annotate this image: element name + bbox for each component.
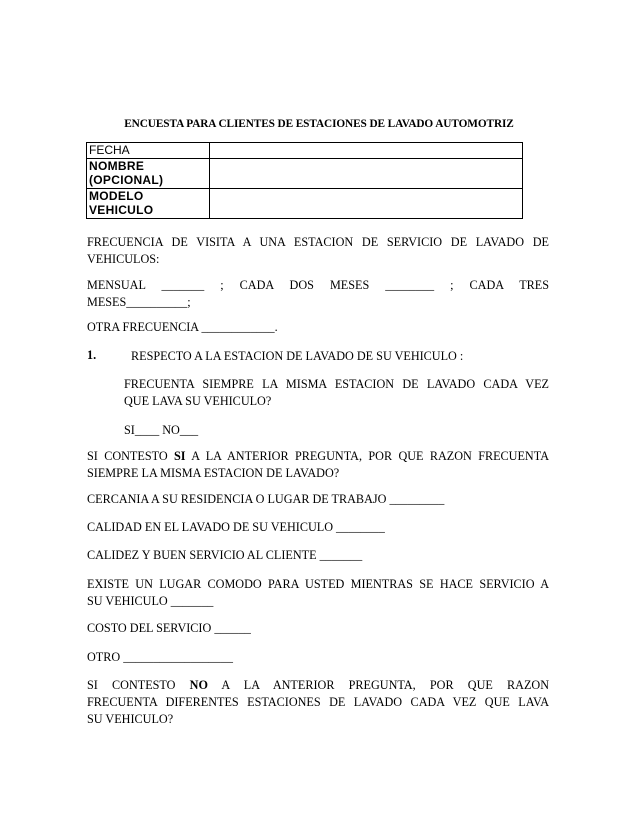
frecuencia-line1: FRECUENCIA DE VISITA A UNA ESTACION DE SERVICIO DE LAVADO DE bbox=[87, 235, 549, 249]
question-1-text: RESPECTO A LA ESTACION DE LAVADO DE SU VEHICULO : bbox=[131, 349, 464, 363]
question-1-number: 1. bbox=[87, 348, 97, 362]
otra-frecuencia: OTRA FRECUENCIA ____________. bbox=[87, 320, 278, 334]
no-contesto-line1 bbox=[87, 677, 549, 694]
option-lugar-line2: SU VEHICULO _______ bbox=[87, 594, 214, 608]
no-contesto-question bbox=[87, 677, 549, 728]
fecha-label-text: FECHA bbox=[89, 143, 130, 157]
option-lugar-line1: EXISTE UN LUGAR COMODO PARA USTED MIENTRAS SE HACE SERVICIO A bbox=[87, 577, 549, 591]
modelo-value[interactable] bbox=[210, 189, 523, 219]
frecuencia-options bbox=[87, 277, 549, 311]
modelo-row bbox=[87, 189, 523, 219]
modelo-label-line1: MODELO bbox=[89, 189, 144, 203]
no-contesto-line2: FRECUENTA DIFERENTES ESTACIONES DE LAVADO CADA VEZ QUE LAVA bbox=[87, 695, 549, 709]
no-contesto-line3: SU VEHICULO? bbox=[87, 712, 174, 726]
nombre-value[interactable] bbox=[210, 159, 523, 189]
nombre-row bbox=[87, 159, 523, 189]
si-contesto-prefix: SI CONTESTO bbox=[87, 449, 174, 463]
question-1-sub bbox=[124, 376, 549, 410]
fecha-value[interactable] bbox=[210, 143, 523, 159]
nombre-label-line2: (OPCIONAL) bbox=[89, 173, 164, 187]
si-contesto-question bbox=[87, 448, 549, 482]
modelo-label-line2: VEHICULO bbox=[89, 203, 154, 217]
si-contesto-line2: SIEMPRE LA MISMA ESTACION DE LAVADO? bbox=[87, 466, 340, 480]
option-calidad: CALIDAD EN EL LAVADO DE SU VEHICULO ________ bbox=[87, 520, 385, 534]
document-title: ENCUESTA PARA CLIENTES DE ESTACIONES DE LAVADO AUTOMOTRIZ bbox=[124, 118, 514, 130]
no-contesto-prefix: SI CONTESTO bbox=[87, 678, 190, 692]
frecuencia-line2: VEHICULOS: bbox=[87, 252, 160, 266]
option-calidez: CALIDEZ Y BUEN SERVICIO AL CLIENTE _______ bbox=[87, 548, 363, 562]
option-otro: OTRO __________________ bbox=[87, 650, 233, 664]
opciones-line2: MESES__________; bbox=[87, 295, 191, 309]
info-table bbox=[86, 142, 523, 219]
option-cercania: CERCANIA A SU RESIDENCIA O LUGAR DE TRABAJO _________ bbox=[87, 492, 445, 506]
fecha-label bbox=[87, 143, 210, 159]
no-contesto-bold: NO bbox=[189, 678, 208, 692]
si-contesto-bold: SI bbox=[174, 449, 186, 463]
modelo-label bbox=[87, 189, 210, 219]
si-contesto-line1 bbox=[87, 448, 549, 465]
si-no-answer: SI____ NO___ bbox=[124, 423, 199, 437]
q1-sub-line1: FRECUENTA SIEMPRE LA MISMA ESTACION DE LAVADO CADA VEZ bbox=[124, 377, 549, 391]
nombre-label bbox=[87, 159, 210, 189]
fecha-row bbox=[87, 143, 523, 159]
option-costo: COSTO DEL SERVICIO ______ bbox=[87, 621, 251, 635]
opciones-line1: MENSUAL _______ ; CADA DOS MESES ________ ; CADA TRES bbox=[87, 278, 549, 292]
q1-sub-line2: QUE LAVA SU VEHICULO? bbox=[124, 394, 272, 408]
si-contesto-rest: A LA ANTERIOR PREGUNTA, POR QUE RAZON FRECUENTA bbox=[185, 449, 549, 463]
frecuencia-question bbox=[87, 234, 549, 268]
option-lugar bbox=[87, 576, 549, 610]
nombre-label-line1: NOMBRE bbox=[89, 159, 145, 173]
no-contesto-rest: A LA ANTERIOR PREGUNTA, POR QUE RAZON bbox=[207, 678, 549, 692]
